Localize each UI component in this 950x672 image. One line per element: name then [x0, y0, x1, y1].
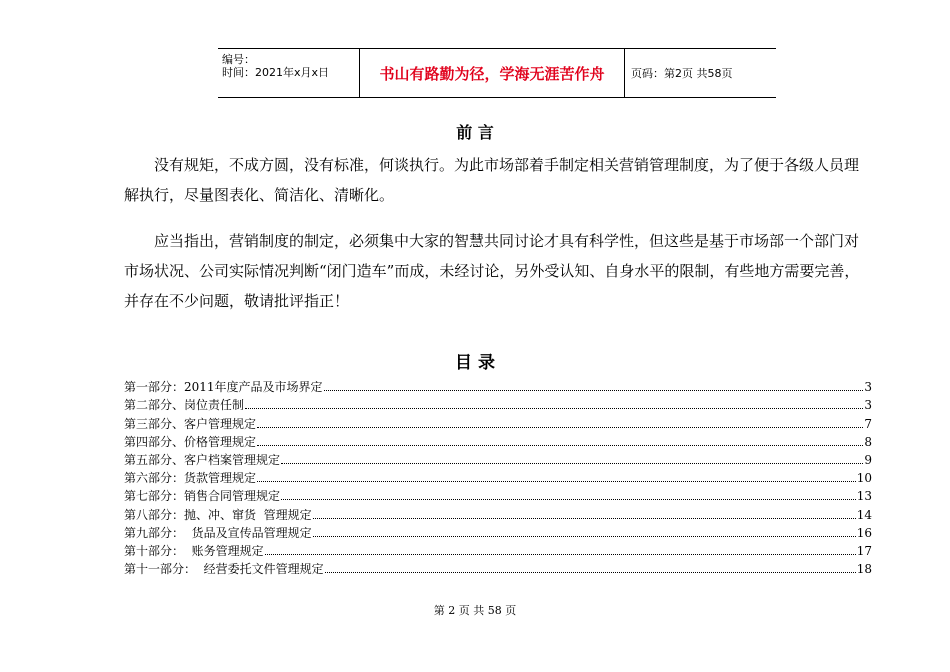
toc-entry[interactable] [124, 394, 872, 412]
toc-entry[interactable] [124, 485, 872, 503]
toc-leader-dots [257, 481, 856, 482]
toc-leader-dots [257, 445, 863, 446]
toc-entry-label: 第九部分： 货品及宣传品管理规定 [124, 525, 312, 540]
toc-entry-page: 17 [856, 543, 872, 558]
toc-entry-label: 第十一部分： 经营委托文件管理规定 [124, 562, 324, 577]
toc-entry-label: 第六部分：货款管理规定 [124, 471, 257, 486]
toc-entry-label: 第十部分： 账务管理规定 [124, 543, 264, 558]
toc-entry-page: 10 [856, 471, 872, 486]
toc-entry-label: 第一部分：2011年度产品及市场界定 [124, 380, 323, 395]
toc-entry-page: 8 [864, 434, 872, 449]
table-of-contents [124, 376, 872, 576]
toc-leader-dots [281, 463, 863, 464]
toc-entry[interactable] [124, 503, 872, 521]
toc-entry-label: 第八部分：抛、冲、窜货 管理规定 [124, 507, 312, 522]
toc-entry-label: 第三部分、客户管理规定 [124, 416, 257, 431]
toc-leader-dots [313, 536, 856, 537]
toc-entry-page: 3 [864, 380, 872, 395]
toc-entry[interactable] [124, 412, 872, 430]
toc-leader-dots [313, 518, 856, 519]
header-motto: 书山有路勤为径，学海无涯苦作舟 [360, 49, 625, 97]
toc-entry[interactable] [124, 467, 872, 485]
page-header [218, 48, 776, 98]
preface-paragraph-2: 应当指出，营销制度的制定，必须集中大家的智慧共同讨论才具有科学性，但这些是基于市场部一个部门对市场状况、公司实际情况判断“闭门造车”而成，未经讨论，另外受认知、自身水平的限制，有些地方需要完善，并存在不少问题，敬请批评指正！ [124, 232, 860, 310]
toc-leader-dots [281, 499, 856, 500]
header-page-info: 页码：第2页 共58页 [631, 67, 733, 80]
toc-entry-page: 3 [864, 398, 872, 413]
preface-paragraph-1: 没有规矩，不成方圆，没有标准，何谈执行。为此市场部着手制定相关营销管理制度，为了便于各级人员理解执行，尽量图表化、简洁化、清晰化。 [124, 156, 860, 204]
toc-title: 目 录 [455, 353, 495, 373]
toc-entry[interactable] [124, 376, 872, 394]
toc-entry[interactable] [124, 558, 872, 576]
document-number-label: 编号： [222, 53, 255, 66]
toc-entry-page: 18 [856, 562, 872, 577]
toc-entry-label: 第七部分：销售合同管理规定 [124, 489, 281, 504]
toc-entry-label: 第二部分、岗位责任制 [124, 398, 245, 413]
header-meta [218, 49, 360, 97]
toc-leader-dots [265, 554, 856, 555]
toc-entry[interactable] [124, 431, 872, 449]
toc-leader-dots [245, 408, 863, 409]
toc-leader-dots [324, 390, 864, 391]
toc-entry-page: 9 [864, 452, 872, 467]
toc-entry-page: 16 [856, 525, 872, 540]
toc-leader-dots [325, 572, 856, 573]
document-date-label: 时间：2021年x月x日 [222, 66, 330, 79]
toc-entry[interactable] [124, 522, 872, 540]
page-footer: 第 2 页 共 58 页 [433, 604, 517, 617]
toc-entry-label: 第四部分、价格管理规定 [124, 434, 257, 449]
toc-entry[interactable] [124, 540, 872, 558]
preface-title: 前 言 [456, 123, 494, 142]
toc-entry[interactable] [124, 449, 872, 467]
toc-entry-label: 第五部分、客户档案管理规定 [124, 452, 281, 467]
toc-entry-page: 14 [856, 507, 872, 522]
toc-entry-page: 7 [864, 416, 872, 431]
toc-leader-dots [257, 427, 863, 428]
toc-entry-page: 13 [856, 489, 872, 504]
